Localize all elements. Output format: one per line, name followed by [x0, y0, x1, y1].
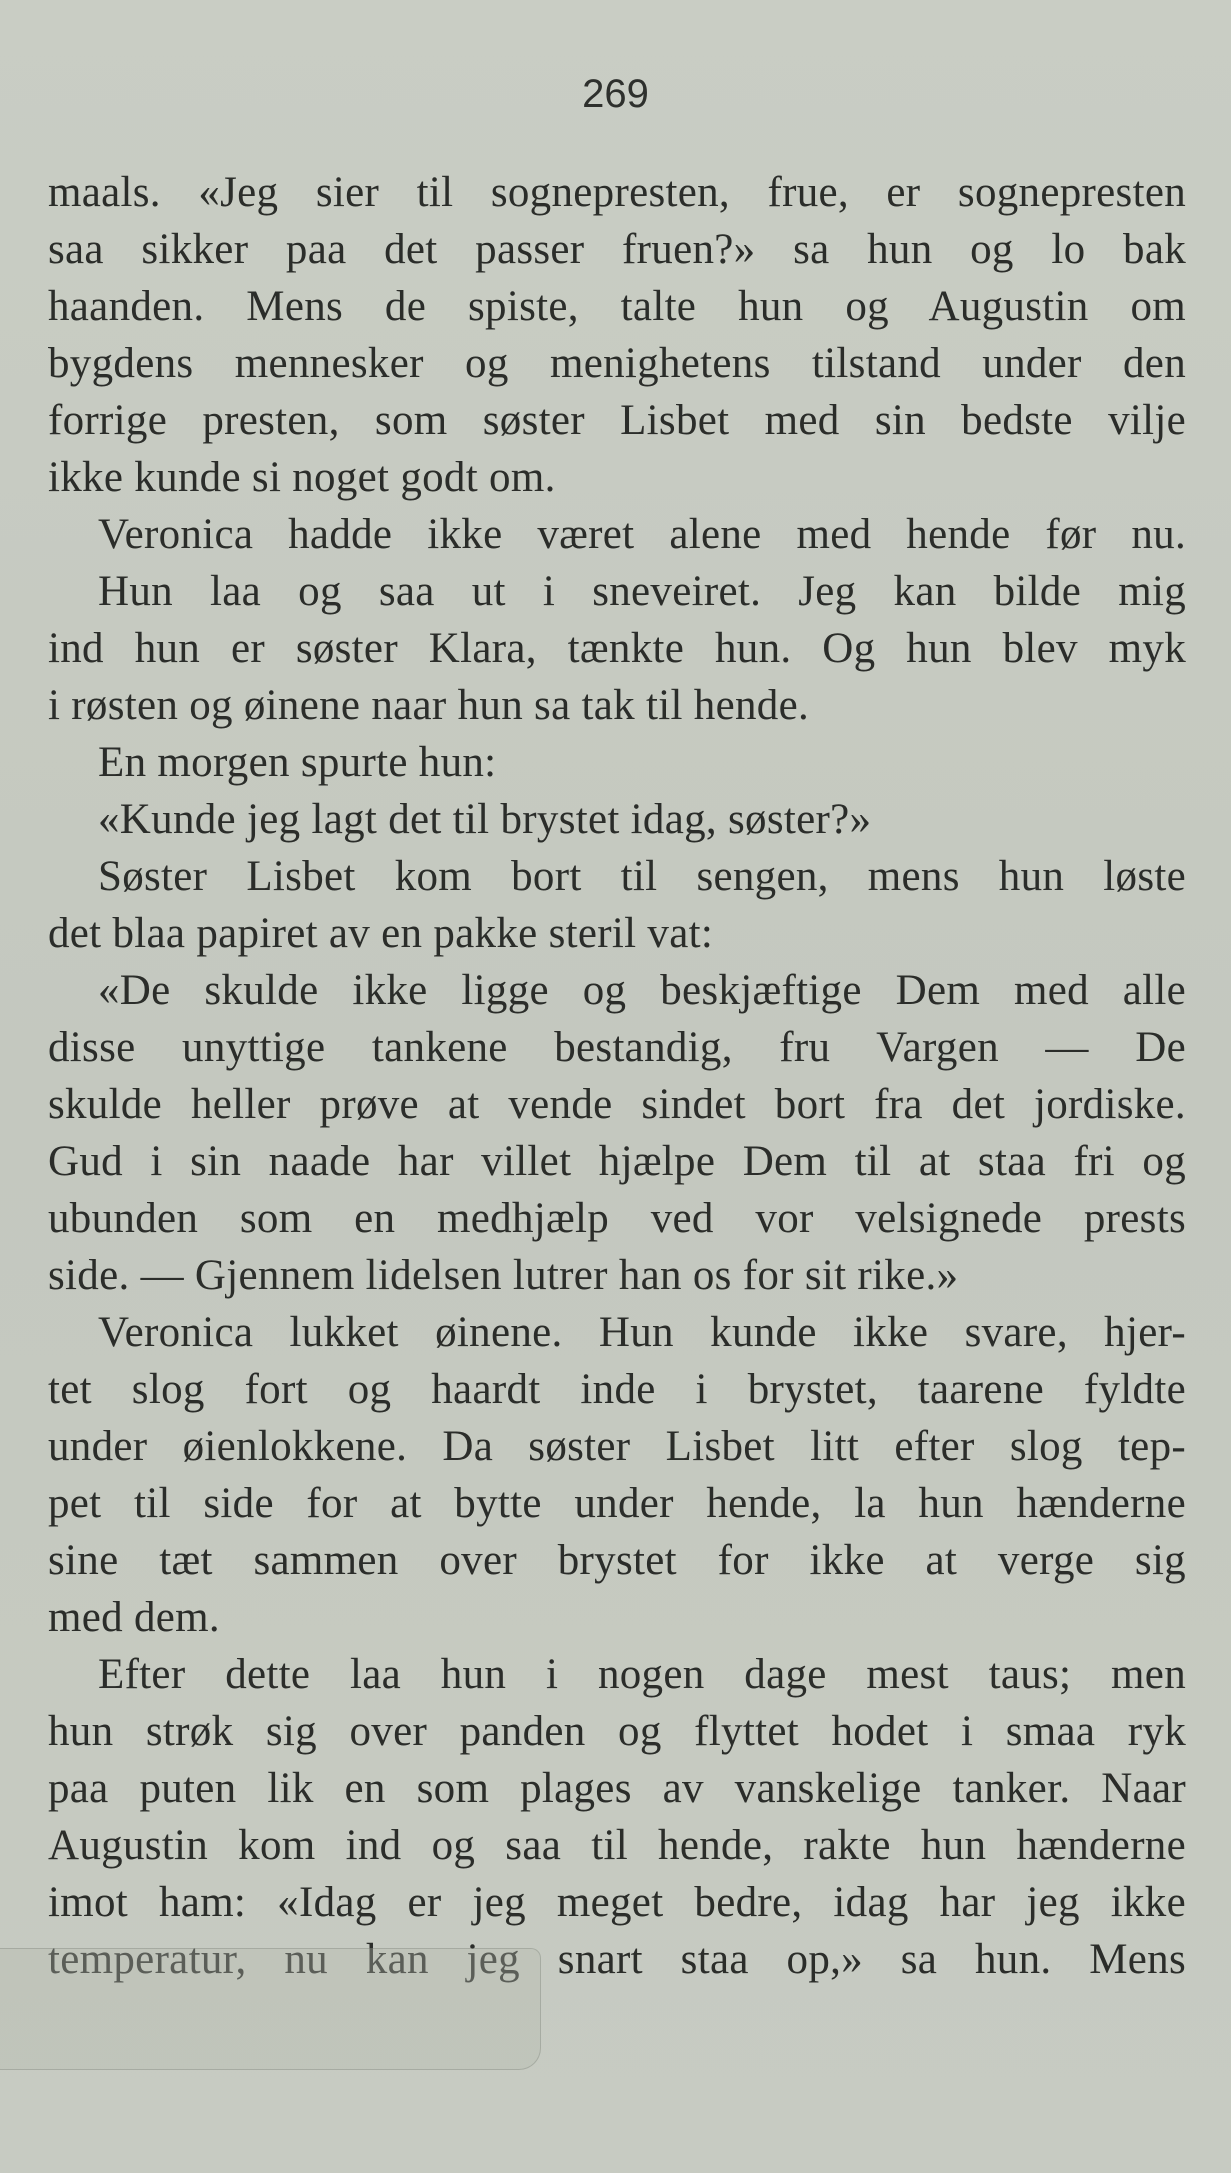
- text-line: ikke kunde si noget godt om.: [48, 454, 556, 501]
- text-line: disse unyttige tankene bestandig, fru Vargen — De: [48, 1024, 1186, 1071]
- text-line: maals. «Jeg sier til sognepresten, frue, er sognepresten: [48, 169, 1186, 216]
- text-line: Hun laa og saa ut i sneveiret. Jeg kan bilde mig: [98, 568, 1186, 615]
- text-line: Gud i sin naade har villet hjælpe Dem til at staa fri og: [48, 1138, 1186, 1185]
- text-line: Efter dette laa hun i nogen dage mest taus; men: [98, 1651, 1186, 1698]
- text-line: Augustin kom ind og saa til hende, rakte hun hænderne: [48, 1822, 1186, 1869]
- text-line: imot ham: «Idag er jeg meget bedre, idag har jeg ikke: [48, 1879, 1186, 1926]
- text-line: ind hun er søster Klara, tænkte hun. Og hun blev myk: [48, 625, 1186, 672]
- text-line: haanden. Mens de spiste, talte hun og Augustin om: [48, 283, 1186, 330]
- text-line: forrige presten, som søster Lisbet med sin bedste vilje: [48, 397, 1186, 444]
- text-line: «Kunde jeg lagt det til brystet idag, søster?»: [98, 796, 872, 843]
- text-line: ubunden som en medhjælp ved vor velsignede prests: [48, 1195, 1186, 1242]
- text-line: En morgen spurte hun:: [98, 739, 497, 786]
- text-line: sine tæt sammen over brystet for ikke at verge sig: [48, 1537, 1186, 1584]
- text-line: pet til side for at bytte under hende, la hun hænderne: [48, 1480, 1186, 1527]
- text-line: med dem.: [48, 1594, 220, 1641]
- text-line: «De skulde ikke ligge og beskjæftige Dem med alle: [98, 967, 1186, 1014]
- text-line: under øienlokkene. Da søster Lisbet litt efter slog tep-: [48, 1423, 1186, 1470]
- text-line: Søster Lisbet kom bort til sengen, mens hun løste: [98, 853, 1186, 900]
- page-number: 269: [582, 72, 649, 116]
- library-slip-mark: [0, 1948, 541, 2070]
- text-line: temperatur, nu kan jeg snart staa op,» sa hun. Mens: [48, 1936, 1186, 1983]
- body-text: [48, 164, 1186, 1988]
- text-line: i røsten og øinene naar hun sa tak til hende.: [48, 682, 810, 729]
- text-line: det blaa papiret av en pakke steril vat:: [48, 910, 714, 957]
- text-line: tet slog fort og haardt inde i brystet, taarene fyldte: [48, 1366, 1186, 1413]
- text-line: hun strøk sig over panden og flyttet hodet i smaa ryk: [48, 1708, 1186, 1755]
- text-line: skulde heller prøve at vende sindet bort fra det jordiske.: [48, 1081, 1186, 1128]
- text-line: paa puten lik en som plages av vanskelige tanker. Naar: [48, 1765, 1186, 1812]
- text-line: Veronica lukket øinene. Hun kunde ikke svare, hjer-: [98, 1309, 1186, 1356]
- text-line: side. — Gjennem lidelsen lutrer han os for sit rike.»: [48, 1252, 959, 1299]
- text-line: bygdens mennesker og menighetens tilstand under den: [48, 340, 1186, 387]
- text-line: saa sikker paa det passer fruen?» sa hun og lo bak: [48, 226, 1186, 273]
- text-line: Veronica hadde ikke været alene med hende før nu.: [98, 511, 1186, 558]
